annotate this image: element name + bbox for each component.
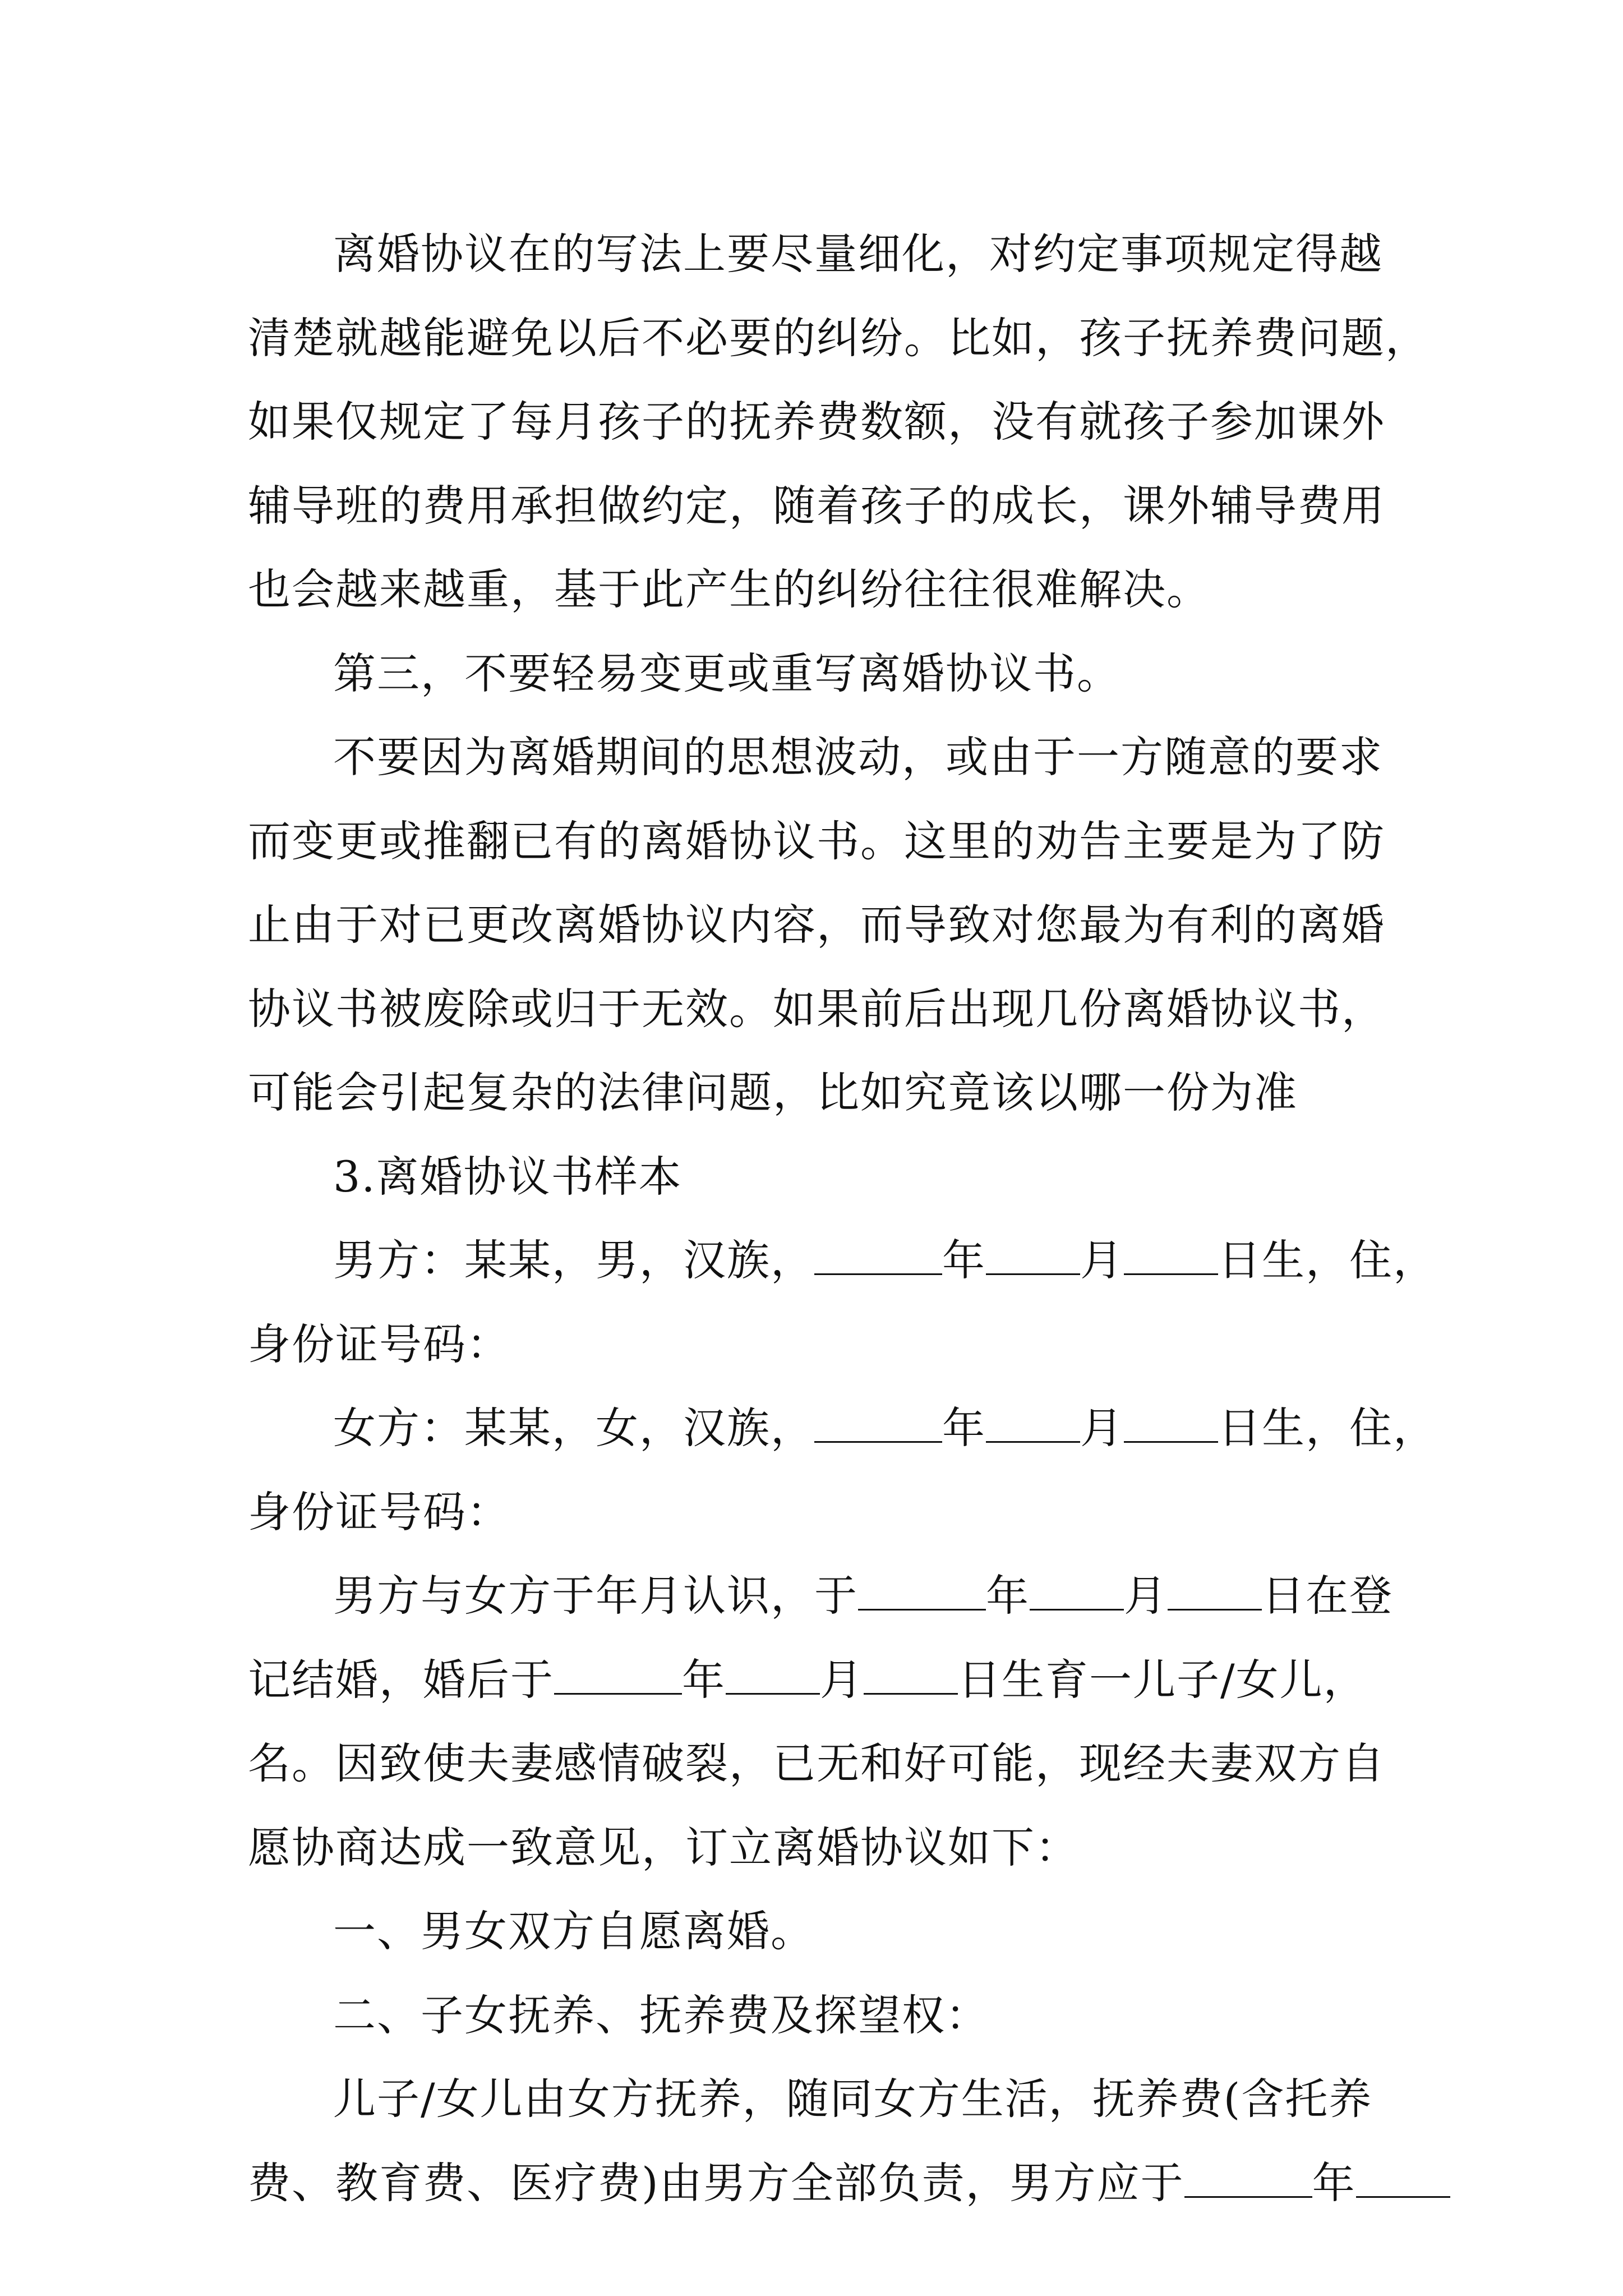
year-label: 年 xyxy=(986,1571,1030,1621)
year-blank xyxy=(554,1657,682,1695)
day-blank xyxy=(864,1657,958,1695)
paragraph-line: 辅导班的费用承担做约定，随着孩子的成长，课外辅导费用 xyxy=(248,480,1385,531)
paragraph-line: 止由于对已更改离婚协议内容，而导致对您最为有利的离婚 xyxy=(248,900,1385,950)
paragraph-line: 协议书被废除或归于无效。如果前后出现几份离婚协议书， xyxy=(248,983,1385,1034)
year-blank xyxy=(858,1573,986,1611)
paragraph-line: 如果仅规定了每月孩子的抚养费数额，没有就孩子参加课外 xyxy=(248,397,1385,447)
document-body xyxy=(248,212,1437,2225)
month-blank xyxy=(726,1657,820,1695)
man-id-line: 身份证号码： xyxy=(248,1319,510,1369)
clause-line: 二、子女抚养、抚养费及探望权： xyxy=(333,1990,989,2040)
woman-info-line xyxy=(248,1386,1437,1470)
woman-info-prefix: 女方：某某，女，汉族， xyxy=(333,1403,814,1453)
marriage-prefix: 记结婚，婚后于 xyxy=(248,1654,554,1705)
day-suffix: 日生，住， xyxy=(1218,1403,1437,1453)
day-suffix: 日生，住， xyxy=(1218,1235,1437,1285)
paragraph-line: 也会越来越重，基于此产生的纠纷往往很难解决。 xyxy=(248,564,1210,614)
month-blank xyxy=(1030,1573,1124,1611)
day-blank xyxy=(1168,1573,1262,1611)
day-blank xyxy=(1124,1237,1218,1275)
section-heading: 第三，不要轻易变更或重写离婚协议书。 xyxy=(333,648,1121,698)
marriage-line xyxy=(248,1638,1381,1722)
year-label: 年 xyxy=(1312,2157,1356,2208)
day-blank xyxy=(1124,1405,1218,1443)
year-label: 年 xyxy=(942,1403,986,1453)
year-label: 年 xyxy=(942,1235,986,1285)
month-blank xyxy=(986,1237,1080,1275)
marriage-line xyxy=(248,1554,1393,1638)
marriage-suffix: 日在登 xyxy=(1262,1571,1393,1621)
month-blank xyxy=(986,1405,1080,1443)
year-blank xyxy=(814,1405,942,1443)
paragraph-line: 离婚协议在的写法上要尽量细化，对约定事项规定得越 xyxy=(333,229,1383,279)
paragraph-line: 名。因致使夫妻感情破裂，已无和好可能，现经夫妻双方自 xyxy=(248,1738,1385,1788)
custody-line xyxy=(248,2141,1381,2225)
man-info-line xyxy=(248,1218,1437,1303)
sample-heading: 3.离婚协议书样本 xyxy=(333,1151,683,1202)
paragraph-line: 愿协商达成一致意见，订立离婚协议如下： xyxy=(248,1822,1079,1872)
month-label: 月 xyxy=(1080,1235,1124,1285)
woman-id-line: 身份证号码： xyxy=(248,1487,510,1537)
man-info-prefix: 男方：某某，男，汉族， xyxy=(333,1235,814,1285)
year-blank xyxy=(814,1237,942,1275)
paragraph-line: 清楚就越能避免以后不必要的纠纷。比如，孩子抚养费问题， xyxy=(248,312,1429,363)
marriage-suffix: 日生育一儿子/女儿， xyxy=(958,1654,1367,1705)
paragraph-line: 不要因为离婚期间的思想波动，或由于一方随意的要求 xyxy=(333,732,1383,782)
marriage-prefix: 男方与女方于年月认识，于 xyxy=(333,1571,858,1621)
paragraph-line: 儿子/女儿由女方抚养，随同女方生活，抚养费(含托养 xyxy=(333,2074,1373,2124)
month-blank xyxy=(1356,2160,1450,2198)
month-label: 月 xyxy=(1080,1403,1124,1453)
custody-prefix: 费、教育费、医疗费)由男方全部负责，男方应于 xyxy=(248,2157,1184,2208)
paragraph-line: 可能会引起复杂的法律问题，比如究竟该以哪一份为准 xyxy=(248,1068,1298,1117)
paragraph-line: 而变更或推翻已有的离婚协议书。这里的劝告主要是为了防 xyxy=(248,816,1385,866)
month-label: 月 xyxy=(1124,1571,1168,1621)
year-label: 年 xyxy=(682,1654,726,1705)
clause-line: 一、男女双方自愿离婚。 xyxy=(333,1906,814,1956)
month-label: 月 xyxy=(820,1654,864,1705)
year-blank xyxy=(1184,2160,1312,2198)
